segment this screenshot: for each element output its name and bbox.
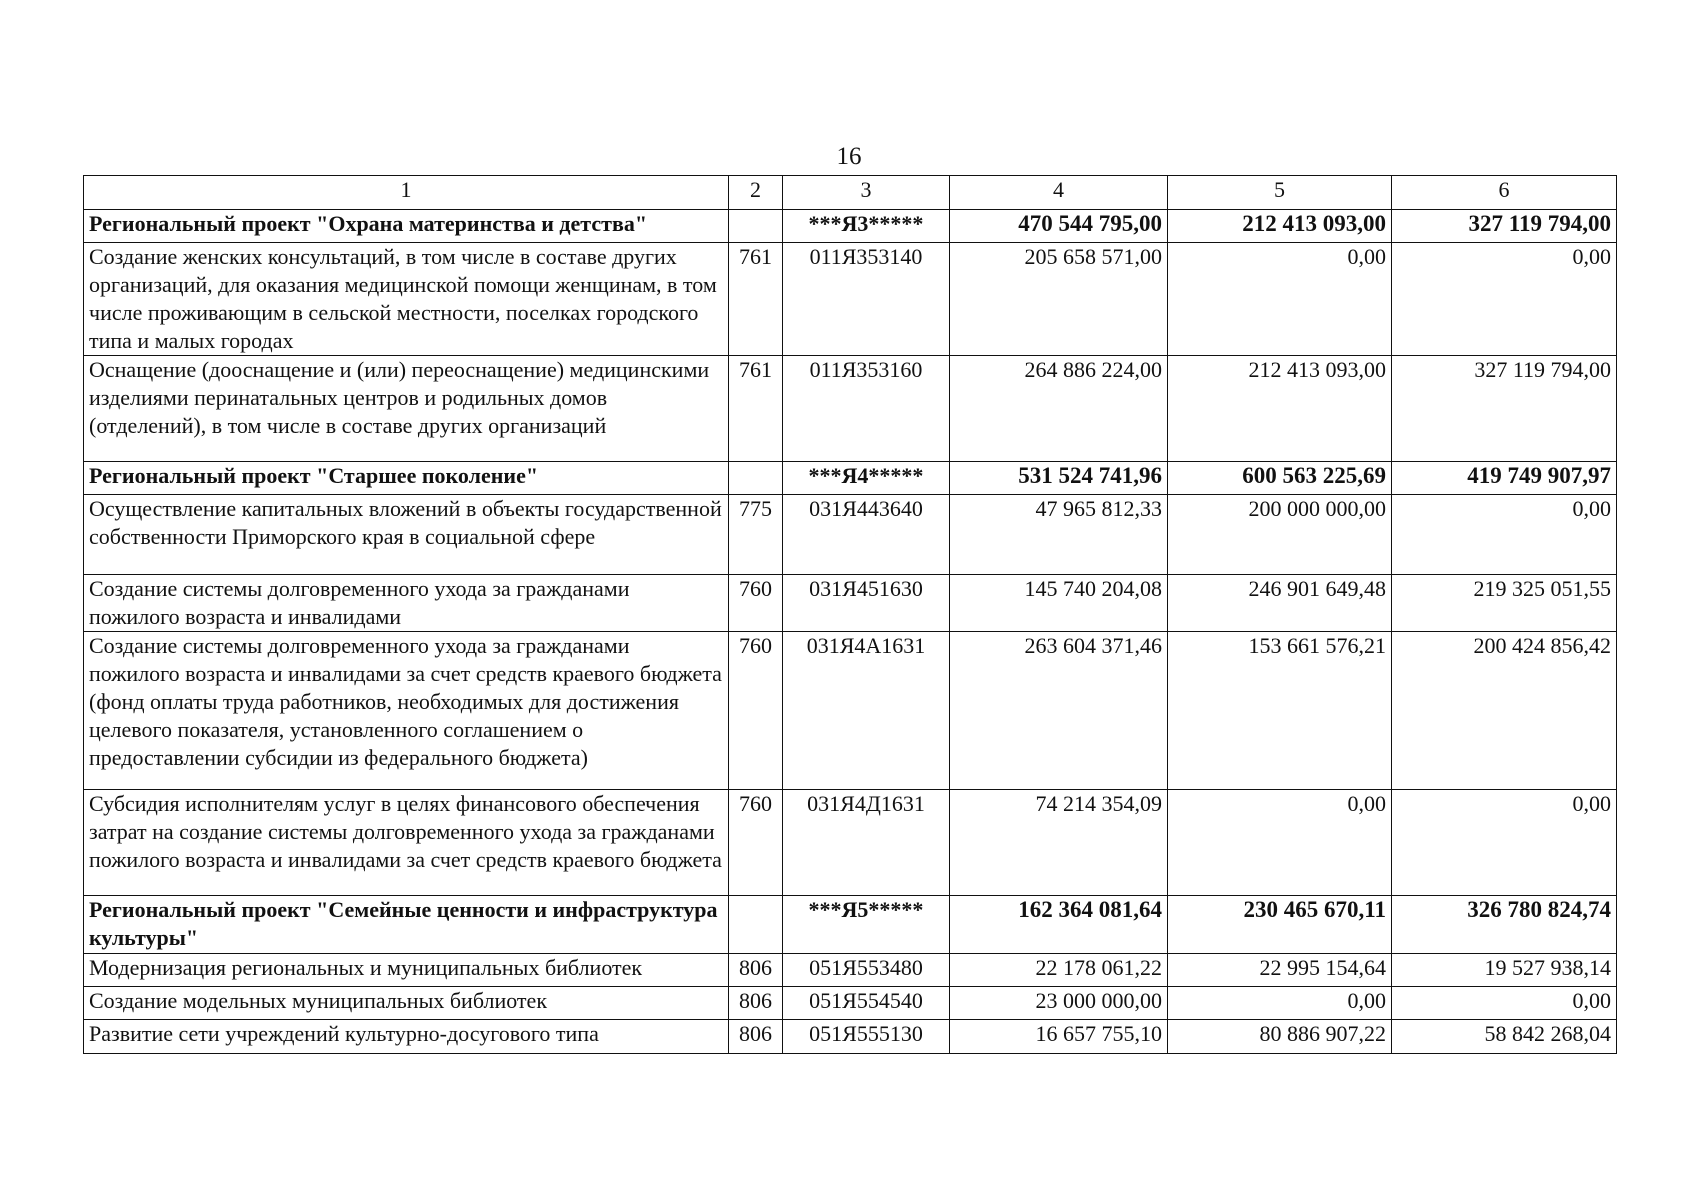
row-ved <box>729 896 783 954</box>
row-csr: ***Я5***** <box>783 896 950 954</box>
row-name: Субсидия исполнителям услуг в целях финансового обеспечения затрат на создание системы долговременного ухода за гражданами пожилого возраста и инвалидами за счет средств краевого бюджета <box>84 790 729 896</box>
row-value-4: 205 658 571,00 <box>950 243 1168 356</box>
row-value-4: 162 364 081,64 <box>950 896 1168 954</box>
column-header: 3 <box>783 176 950 210</box>
row-name: Региональный проект "Старшее поколение" <box>84 462 729 495</box>
row-value-6: 19 527 938,14 <box>1392 954 1617 987</box>
table-row <box>84 987 1617 1020</box>
row-value-4: 264 886 224,00 <box>950 356 1168 462</box>
row-csr: 031Я4Д1631 <box>783 790 950 896</box>
row-value-6: 219 325 051,55 <box>1392 575 1617 632</box>
row-ved: 806 <box>729 987 783 1020</box>
budget-table <box>83 175 1617 1054</box>
table-row <box>84 790 1617 896</box>
column-header: 4 <box>950 176 1168 210</box>
row-value-4: 470 544 795,00 <box>950 210 1168 243</box>
row-value-6: 0,00 <box>1392 243 1617 356</box>
row-value-6: 327 119 794,00 <box>1392 356 1617 462</box>
row-csr: 031Я4А1631 <box>783 632 950 790</box>
row-value-6: 0,00 <box>1392 495 1617 575</box>
column-header: 1 <box>84 176 729 210</box>
row-value-4: 263 604 371,46 <box>950 632 1168 790</box>
row-value-5: 80 886 907,22 <box>1168 1020 1392 1054</box>
table-header-row <box>84 176 1617 210</box>
row-name: Оснащение (дооснащение и (или) переоснащение) медицинскими изделиями перинатальных центров и родильных домов (отделений), в том числе в составе других организаций <box>84 356 729 462</box>
column-header: 2 <box>729 176 783 210</box>
row-name: Региональный проект "Охрана материнства и детства" <box>84 210 729 243</box>
table-row <box>84 243 1617 356</box>
row-value-6: 58 842 268,04 <box>1392 1020 1617 1054</box>
row-ved: 760 <box>729 790 783 896</box>
row-name: Развитие сети учреждений культурно-досугового типа <box>84 1020 729 1054</box>
row-value-5: 0,00 <box>1168 790 1392 896</box>
row-value-5: 200 000 000,00 <box>1168 495 1392 575</box>
table-row <box>84 1020 1617 1054</box>
row-value-5: 230 465 670,11 <box>1168 896 1392 954</box>
row-value-4: 22 178 061,22 <box>950 954 1168 987</box>
row-ved: 760 <box>729 575 783 632</box>
row-ved <box>729 210 783 243</box>
row-ved: 761 <box>729 243 783 356</box>
row-value-5: 0,00 <box>1168 987 1392 1020</box>
row-value-6: 326 780 824,74 <box>1392 896 1617 954</box>
row-value-6: 419 749 907,97 <box>1392 462 1617 495</box>
row-value-4: 531 524 741,96 <box>950 462 1168 495</box>
row-ved: 806 <box>729 954 783 987</box>
row-value-4: 23 000 000,00 <box>950 987 1168 1020</box>
table-row <box>84 954 1617 987</box>
row-name: Создание модельных муниципальных библиотек <box>84 987 729 1020</box>
row-value-5: 0,00 <box>1168 243 1392 356</box>
table-row <box>84 495 1617 575</box>
row-value-4: 16 657 755,10 <box>950 1020 1168 1054</box>
page-number: 16 <box>836 143 862 170</box>
table-row <box>84 632 1617 790</box>
row-value-5: 600 563 225,69 <box>1168 462 1392 495</box>
row-ved: 760 <box>729 632 783 790</box>
row-name: Создание женских консультаций, в том числе в составе других организаций, для оказания медицинской помощи женщинам, в том числе проживающим в сельской местности, поселках городского типа и малых городах <box>84 243 729 356</box>
row-csr: ***Я4***** <box>783 462 950 495</box>
row-csr: 011Я353140 <box>783 243 950 356</box>
row-value-4: 145 740 204,08 <box>950 575 1168 632</box>
row-value-5: 153 661 576,21 <box>1168 632 1392 790</box>
table-row <box>84 575 1617 632</box>
row-csr: 051Я555130 <box>783 1020 950 1054</box>
row-name: Создание системы долговременного ухода за гражданами пожилого возраста и инвалидами за счет средств краевого бюджета (фонд оплаты труда работников, необходимых для достижения целевого показателя, установленного соглашением о предоставлении субсидии из федерального бюджета) <box>84 632 729 790</box>
row-value-5: 212 413 093,00 <box>1168 356 1392 462</box>
table-row-project <box>84 210 1617 243</box>
row-csr: 051Я554540 <box>783 987 950 1020</box>
row-value-6: 327 119 794,00 <box>1392 210 1617 243</box>
row-ved <box>729 462 783 495</box>
column-header: 6 <box>1392 176 1617 210</box>
table-row-project <box>84 896 1617 954</box>
row-value-5: 212 413 093,00 <box>1168 210 1392 243</box>
column-header: 5 <box>1168 176 1392 210</box>
row-csr: 051Я553480 <box>783 954 950 987</box>
row-ved: 761 <box>729 356 783 462</box>
row-csr: 031Я443640 <box>783 495 950 575</box>
row-value-6: 200 424 856,42 <box>1392 632 1617 790</box>
row-name: Модернизация региональных и муниципальных библиотек <box>84 954 729 987</box>
row-value-5: 22 995 154,64 <box>1168 954 1392 987</box>
table-row <box>84 356 1617 462</box>
row-value-6: 0,00 <box>1392 790 1617 896</box>
row-csr: ***Я3***** <box>783 210 950 243</box>
row-name: Создание системы долговременного ухода за гражданами пожилого возраста и инвалидами <box>84 575 729 632</box>
row-value-4: 47 965 812,33 <box>950 495 1168 575</box>
row-ved: 806 <box>729 1020 783 1054</box>
row-csr: 011Я353160 <box>783 356 950 462</box>
row-value-5: 246 901 649,48 <box>1168 575 1392 632</box>
row-csr: 031Я451630 <box>783 575 950 632</box>
row-name: Осуществление капитальных вложений в объекты государственной собственности Приморского края в социальной сфере <box>84 495 729 575</box>
row-name: Региональный проект "Семейные ценности и инфраструктура культуры" <box>84 896 729 954</box>
row-ved: 775 <box>729 495 783 575</box>
row-value-6: 0,00 <box>1392 987 1617 1020</box>
row-value-4: 74 214 354,09 <box>950 790 1168 896</box>
table-row-project <box>84 462 1617 495</box>
